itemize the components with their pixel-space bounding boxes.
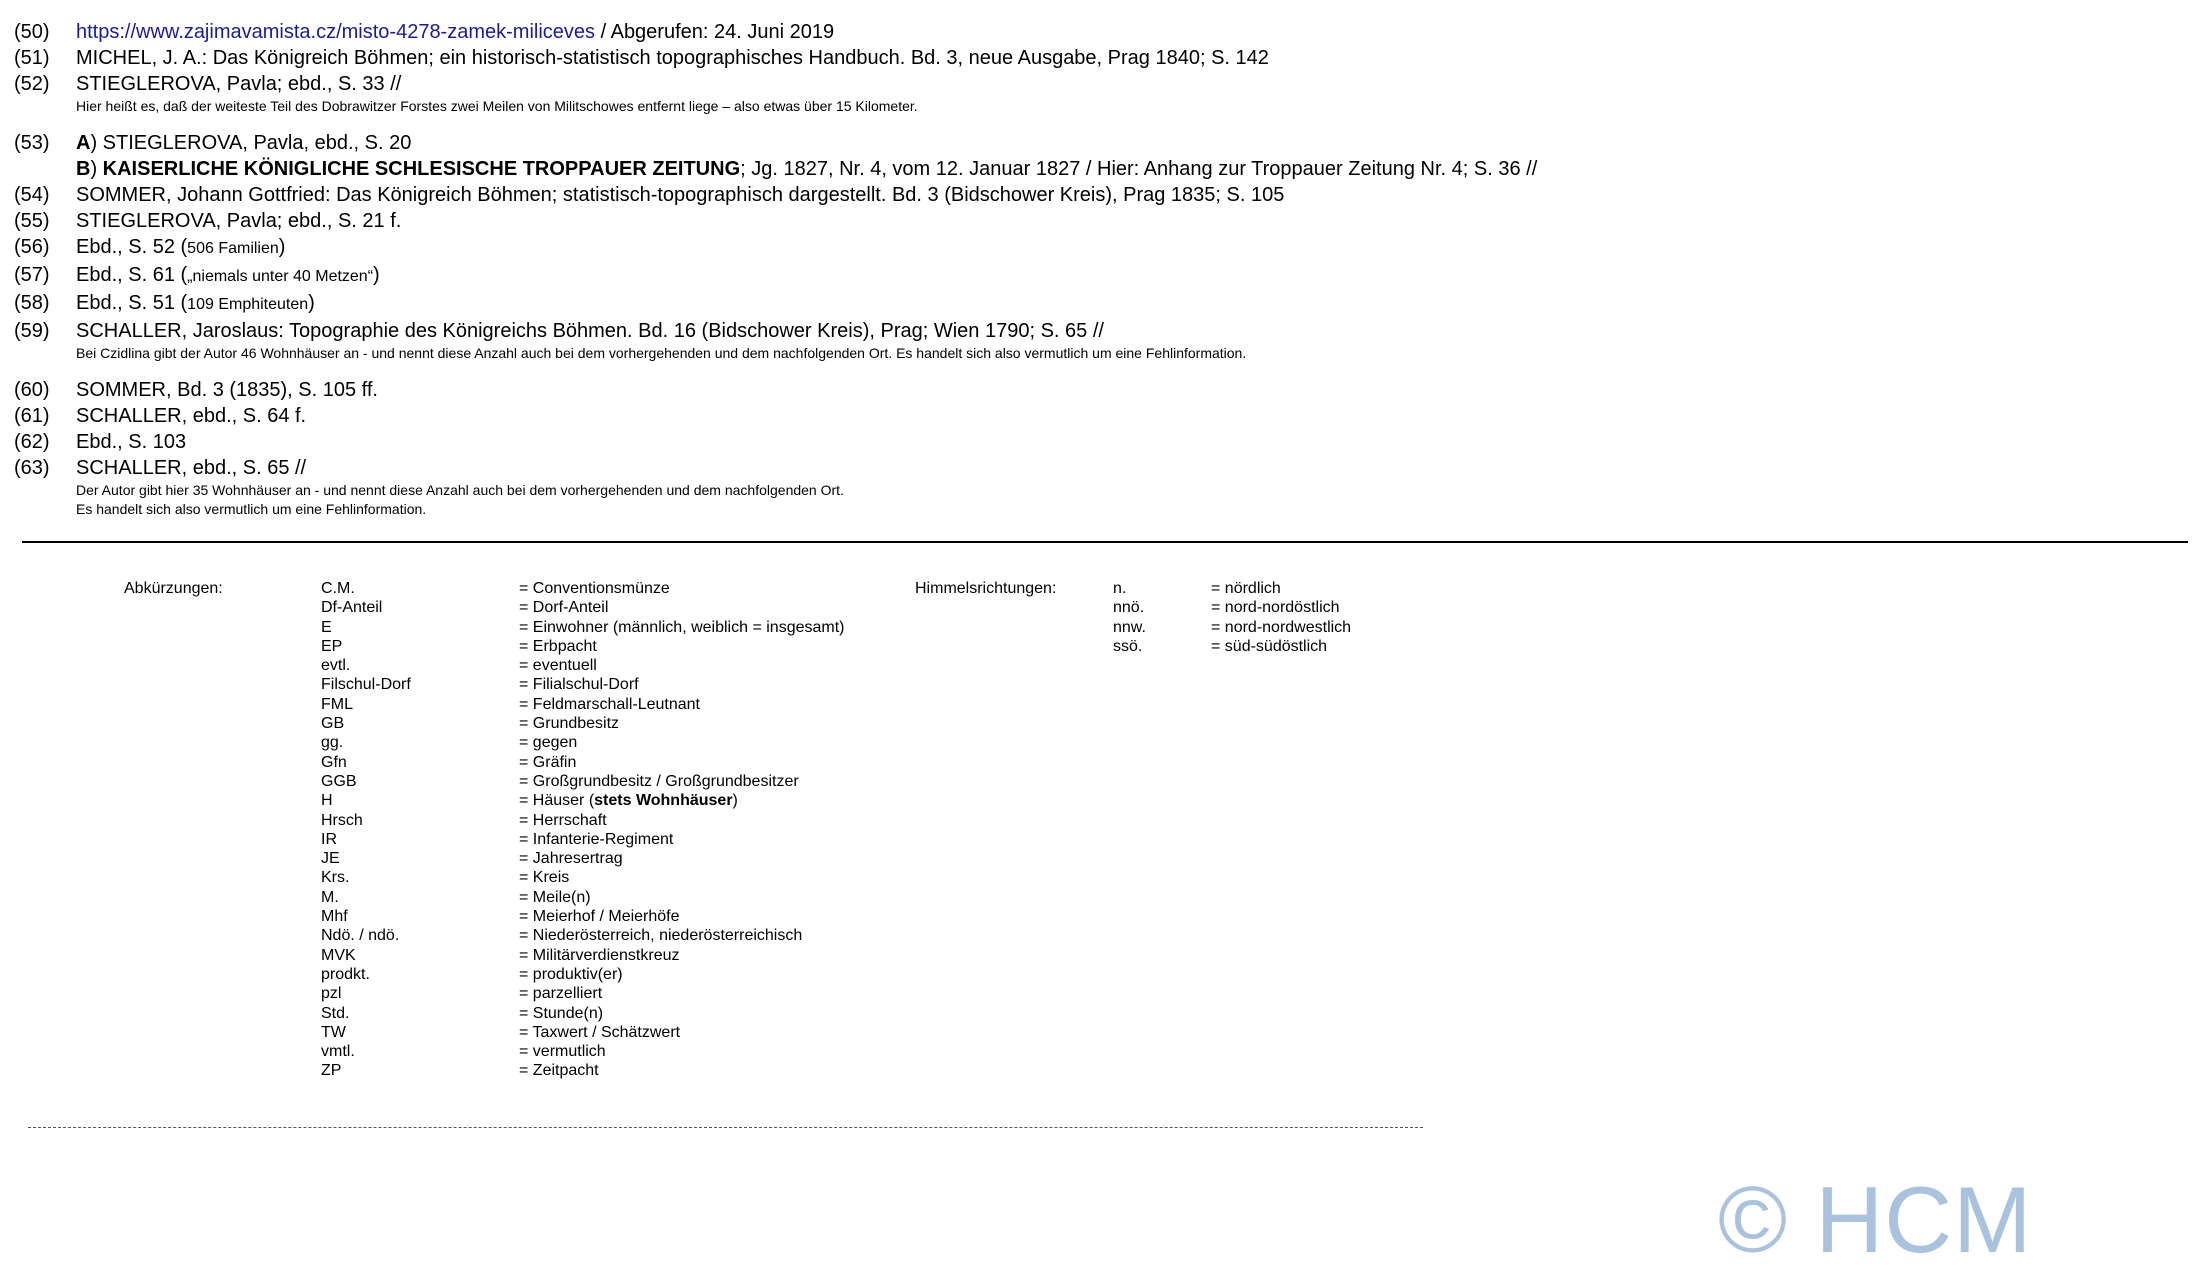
abbreviation-definitions-column [519, 579, 844, 1081]
footnotes-list [14, 19, 2184, 519]
footnote-line [76, 234, 2184, 262]
footnote-body [76, 429, 2184, 455]
footnote-body [76, 318, 2184, 363]
definition-text: = Grundbesitz [519, 715, 620, 733]
footnote-line [76, 130, 2184, 156]
direction-definitions-column [1211, 579, 1351, 656]
bold-text: A [76, 132, 91, 154]
footnote-line [76, 45, 2184, 71]
abbreviation-code: GB [321, 715, 345, 733]
footnote-body [76, 377, 2184, 403]
direction-code: nnw. [1113, 618, 1146, 636]
abbreviation-code: Mhf [321, 908, 348, 926]
footnote-text: SCHALLER, ebd., S. 65 // [76, 457, 307, 479]
abbreviation-code: MVK [321, 946, 356, 964]
abbreviation-code: M. [321, 888, 339, 906]
abbreviation-code: C.M. [321, 580, 355, 597]
abbreviation-definition [519, 714, 844, 733]
footnote-body [76, 290, 2184, 318]
abbreviation-code: GGB [321, 772, 357, 790]
direction-definition: = nord-nordwestlich [1211, 618, 1352, 636]
footnote-text: SOMMER, Johann Gottfried: Das Königreich Böhmen; statistisch-topographisch dargestellt. Bd. 3 (Bidschower Kreis), Prag 1835; S. 105 [76, 184, 1285, 206]
abbreviation-definition [519, 675, 844, 694]
footnote-line [76, 208, 2184, 234]
abbreviation-definition [519, 849, 844, 868]
footnote-text: SCHALLER, Jaroslaus: Topographie des Königreichs Böhmen. Bd. 16 (Bidschower Kreis), Prag; Wien 1790; S. 65 // [76, 320, 1104, 342]
abbreviation-definition [519, 926, 844, 945]
definition-text: = vermutlich [519, 1043, 606, 1061]
definition-text: = eventuell [519, 657, 597, 675]
small-text: „niemals unter 40 Metzen“ [187, 268, 374, 285]
copyright-watermark: © HCM [1718, 1167, 2033, 1272]
abbreviation-definition [519, 907, 844, 926]
abbreviation-code: FML [321, 695, 353, 713]
direction-codes-column [1113, 579, 1146, 656]
definition-text: = Taxwert / Schätzwert [519, 1023, 681, 1041]
abbreviation-code: Std. [321, 1004, 350, 1022]
abbreviation-definition [519, 753, 844, 772]
directions-label: Himmelsrichtungen: [915, 580, 1057, 597]
footnote-item [14, 71, 2184, 116]
abbreviation-definition [519, 618, 844, 637]
footnote-remark: Bei Czidlina gibt der Autor 46 Wohnhäuser an - und nennt diese Anzahl auch bei dem vorhergehenden und dem nachfolgenden Ort. Es handelt sich also vermutlich um eine Fehlinformation. [76, 345, 1247, 361]
footnote-number: (50) [14, 21, 50, 43]
footnote-number: (56) [14, 236, 50, 258]
footnote-item [14, 208, 2184, 234]
definition-text: ) [732, 792, 738, 810]
definition-text: = Erbpacht [519, 637, 597, 655]
abbreviation-definition [519, 695, 844, 714]
footnote-body [76, 403, 2184, 429]
definition-text: = Großgrundbesitz / Großgrundbesitzer [519, 772, 799, 790]
dashed-separator [28, 1127, 1423, 1128]
definition-text: = Feldmarschall-Leutnant [519, 695, 700, 713]
definition-text: = Gräfin [519, 753, 577, 771]
direction-code: ssö. [1113, 637, 1143, 655]
footnote-line [76, 318, 2184, 344]
abbreviation-code: H [321, 792, 333, 810]
abbreviation-definition [519, 1023, 844, 1042]
abbreviation-code: Ndö. / ndö. [321, 927, 400, 945]
abbreviation-code: IR [321, 830, 337, 848]
footnote-item [14, 45, 2184, 71]
footnote-line [76, 290, 2184, 318]
footnote-line [76, 182, 2184, 208]
footnote-body [76, 130, 2184, 182]
abbreviation-code: JE [321, 850, 340, 868]
footnote-number: (53) [14, 132, 50, 154]
footnote-number: (54) [14, 184, 50, 206]
abbreviation-definition [519, 830, 844, 849]
abbreviation-definition [519, 965, 844, 984]
footnote-item [14, 130, 2184, 182]
abbreviation-code: Gfn [321, 753, 347, 771]
footnote-item [14, 455, 2184, 519]
footnote-body [76, 208, 2184, 234]
definition-text: = Infanterie-Regiment [519, 830, 674, 848]
footnote-text: STIEGLEROVA, Pavla; ebd., S. 33 // [76, 73, 402, 95]
footnote-number: (63) [14, 457, 50, 479]
footnote-item [14, 182, 2184, 208]
source-link[interactable]: https://www.zajimavamista.cz/misto-4278-zamek-miliceves [76, 21, 596, 43]
definition-text: = Filialschul-Dorf [519, 676, 639, 694]
footnote-body [76, 182, 2184, 208]
footnote-item [14, 262, 2184, 290]
footnote-text: ; Jg. 1827, Nr. 4, vom 12. Januar 1827 / Hier: Anhang zur Troppauer Zeitung Nr. 4; S. 36 // [740, 158, 1538, 180]
abbreviation-definition [519, 1042, 844, 1061]
footnote-text: STIEGLEROVA, Pavla; ebd., S. 21 f. [76, 210, 402, 232]
footnote-text: ) STIEGLEROVA, Pavla, ebd., S. 20 [90, 132, 412, 154]
abbreviation-code: TW [321, 1023, 346, 1041]
footnote-text: Ebd., S. 103 [76, 431, 187, 453]
abbreviation-code: pzl [321, 985, 342, 1003]
bold-text: KAISERLICHE KÖNIGLICHE SCHLESISCHE TROPPAUER ZEITUNG [102, 158, 741, 180]
abbreviation-definition [519, 888, 844, 907]
abbreviation-definition [519, 772, 844, 791]
definition-text: = Stunde(n) [519, 1004, 604, 1022]
footnote-line [76, 71, 2184, 97]
footnote-body [76, 19, 2184, 45]
abbreviation-code: vmtl. [321, 1043, 355, 1061]
abbreviation-definition [519, 946, 844, 965]
definition-text: = produktiv(er) [519, 965, 623, 983]
definition-text: = Kreis [519, 869, 570, 887]
footnote-remark: Hier heißt es, daß der weiteste Teil des Dobrawitzer Forstes zwei Meilen von Militschowes entfernt liege – also etwas über 15 Kilometer. [76, 98, 918, 114]
footnote-body [76, 71, 2184, 116]
footnote-number: (61) [14, 405, 50, 427]
abbreviation-code: prodkt. [321, 965, 370, 983]
footnote-item [14, 234, 2184, 262]
footnote-body [76, 455, 2184, 519]
abbreviation-definition [519, 598, 844, 617]
definition-text: = Jahresertrag [519, 850, 623, 868]
abbreviation-definition [519, 733, 844, 752]
abbreviation-definition [519, 1004, 844, 1023]
small-text: 506 Familien [187, 240, 279, 257]
abbreviation-code: gg. [321, 734, 344, 752]
abbreviation-definition [519, 811, 844, 830]
abbreviation-definition [519, 791, 844, 810]
definition-text: = Herrschaft [519, 811, 607, 829]
footnote-item [14, 290, 2184, 318]
direction-code: n. [1113, 580, 1127, 597]
definition-text: = Zeitpacht [519, 1062, 599, 1080]
footnote-text: Ebd., S. 52 ( [76, 236, 188, 258]
abbreviation-definition [519, 868, 844, 887]
footnote-text: Ebd., S. 51 ( [76, 292, 188, 314]
footnote-text: SOMMER, Bd. 3 (1835), S. 105 ff. [76, 379, 378, 401]
abbreviation-code: ZP [321, 1062, 342, 1080]
abbreviation-code: EP [321, 637, 343, 655]
footnote-item [14, 403, 2184, 429]
bold-text: B [76, 158, 91, 180]
definition-text: = Niederösterreich, niederösterreichisch [519, 927, 803, 945]
footnote-text: SCHALLER, ebd., S. 64 f. [76, 405, 307, 427]
abbreviation-definition [519, 579, 844, 598]
abbreviation-code: E [321, 618, 332, 636]
footnote-number: (51) [14, 47, 50, 69]
section-divider [22, 541, 2188, 543]
footnote-line [76, 262, 2184, 290]
abbreviation-definition [519, 637, 844, 656]
abbreviation-definition [519, 1061, 844, 1080]
definition-text: = Häuser ( [519, 792, 595, 810]
abbreviation-code: Hrsch [321, 811, 363, 829]
footnote-number: (60) [14, 379, 50, 401]
footnote-line [76, 455, 2184, 481]
footnote-text: ) [308, 292, 315, 314]
footnote-text: MICHEL, J. A.: Das Königreich Böhmen; ein historisch-statistisch topographisches Handbuch. Bd. 3, neue Ausgabe, Prag 1840; S. 142 [76, 47, 1269, 69]
abbreviations-label: Abkürzungen: [124, 580, 223, 597]
footnote-number: (57) [14, 264, 50, 286]
abbreviation-definition [519, 984, 844, 1003]
footnote-text: Ebd., S. 61 ( [76, 264, 188, 286]
footnote-body [76, 45, 2184, 71]
footnote-text: ) [90, 158, 103, 180]
abbreviation-code: Filschul-Dorf [321, 676, 411, 694]
footnote-text: / Abgerufen: 24. Juni 2019 [595, 21, 835, 43]
footnote-number: (59) [14, 320, 50, 342]
definition-text: = Dorf-Anteil [519, 599, 609, 617]
abbreviation-code: Krs. [321, 869, 350, 887]
direction-code: nnö. [1113, 599, 1145, 617]
small-text: 109 Emphiteuten [187, 296, 309, 313]
abbreviation-code: evtl. [321, 657, 351, 675]
definition-text: = Militärverdienstkreuz [519, 946, 680, 964]
footnote-body [76, 234, 2184, 262]
direction-definition: = süd-südöstlich [1211, 637, 1328, 655]
footnote-remark: Der Autor gibt hier 35 Wohnhäuser an - und nennt diese Anzahl auch bei dem vorhergehenden und dem nachfolgenden Ort. [76, 482, 844, 498]
footnote-line [76, 403, 2184, 429]
footnote-text: ) [278, 236, 286, 258]
footnote-line [76, 156, 2184, 182]
footnote-line [76, 377, 2184, 403]
definition-text: = gegen [519, 734, 578, 752]
footnote-number: (62) [14, 431, 50, 453]
bold-text: stets Wohnhäuser [594, 792, 733, 810]
direction-definition: = nördlich [1211, 580, 1281, 597]
definition-text: = Einwohner (männlich, weiblich = insgesamt) [519, 618, 845, 636]
footnote-number: (58) [14, 292, 50, 314]
footnote-item [14, 377, 2184, 403]
definition-text: = Meile(n) [519, 888, 591, 906]
footnote-number: (55) [14, 210, 50, 232]
direction-definition: = nord-nordöstlich [1211, 599, 1340, 617]
definition-text: = parzelliert [519, 985, 603, 1003]
abbreviation-codes-column [321, 579, 411, 1081]
footnote-line [76, 19, 2184, 45]
footnote-body [76, 262, 2184, 290]
footnote-item [14, 318, 2184, 363]
definition-text: = Conventionsmünze [519, 580, 670, 597]
footnote-remark: Es handelt sich also vermutlich um eine Fehlinformation. [76, 501, 427, 517]
definition-text: = Meierhof / Meierhöfe [519, 908, 680, 926]
footnote-line [76, 429, 2184, 455]
abbreviation-code: Df-Anteil [321, 599, 383, 617]
footnote-number: (52) [14, 73, 50, 95]
footnote-item [14, 429, 2184, 455]
footnote-item [14, 19, 2184, 45]
footnote-text: ) [373, 264, 380, 286]
abbreviation-definition [519, 656, 844, 675]
